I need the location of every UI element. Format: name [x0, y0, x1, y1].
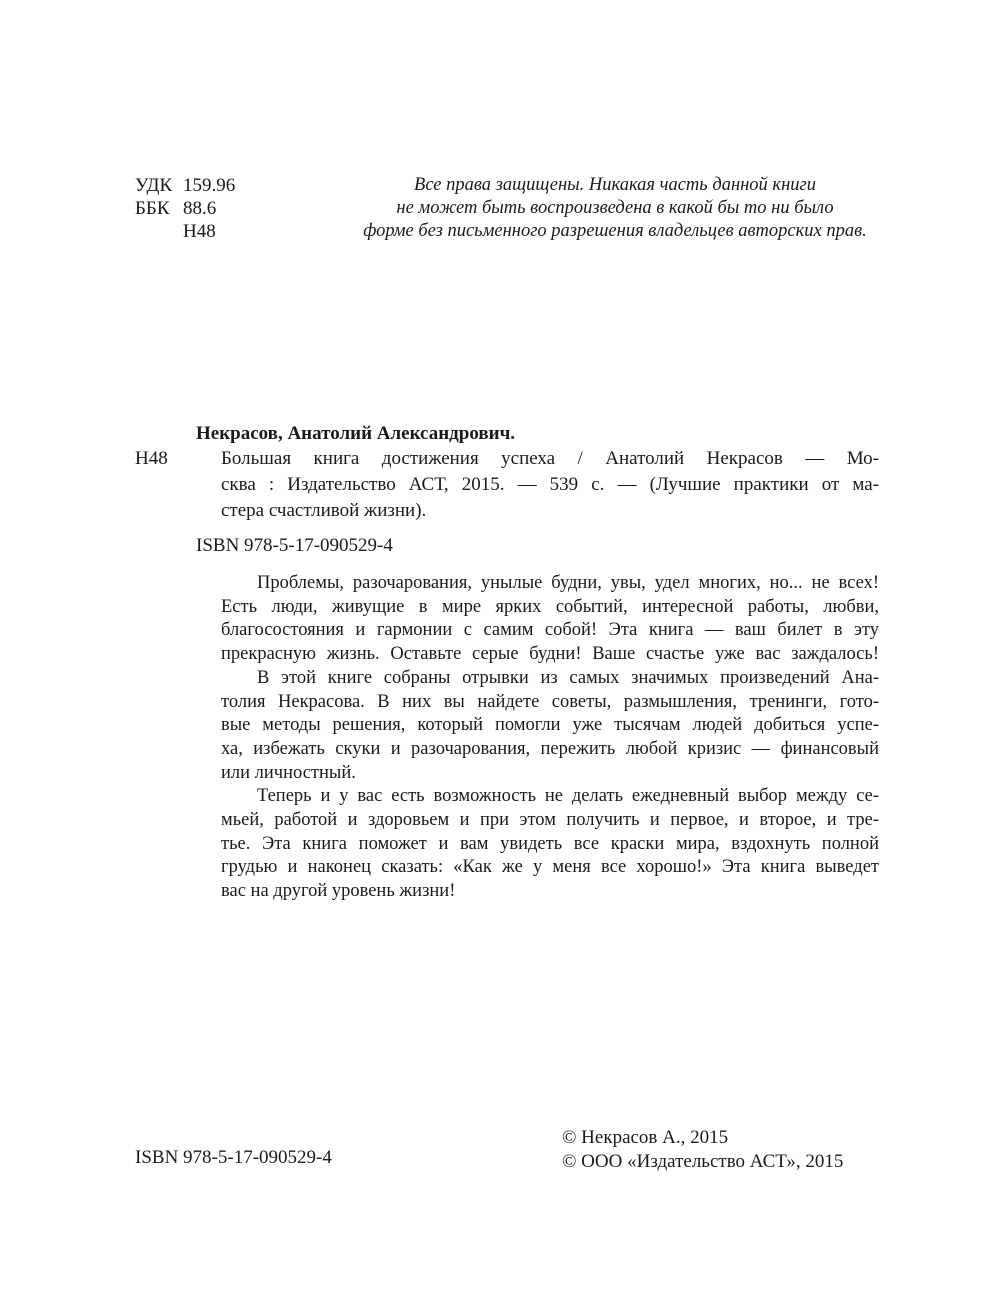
copyright-line: © Некрасов А., 2015	[562, 1127, 729, 1148]
copyright-block	[562, 1126, 843, 1174]
author-mark: Н48	[183, 221, 216, 242]
annotation-line: ха, избежать скуки и разочарования, пережить любой кризис — финансовый	[221, 738, 879, 759]
rights-line: не может быть воспроизведена в какой бы то ни было	[396, 198, 834, 218]
catalog-code: Н48	[135, 448, 168, 469]
catalog-isbn: ISBN 978-5-17-090529-4	[196, 535, 393, 556]
annotation-line: прекрасную жизнь. Оставьте серые будни! Ваше счастье уже вас заждалось!	[221, 644, 879, 665]
annotation-line: вас на другой уровень жизни!	[221, 881, 456, 902]
catalog-line: Большая книга достижения успеха / Анатолий Некрасов — Мо-	[221, 448, 879, 469]
footer-isbn: ISBN 978-5-17-090529-4	[135, 1147, 332, 1168]
catalog-description	[221, 446, 879, 524]
annotation-line: мьей, работой и здоровьем и при этом получить и первое, и второе, и тре-	[221, 810, 879, 831]
copyright-line: © ООО «Издательство АСТ», 2015	[562, 1151, 844, 1172]
bbk-label: ББК	[135, 198, 170, 219]
bbk-line	[135, 197, 216, 220]
annotation-line: благосостояния и гармонии с самим собой! Эта книга — ваш билет в эту	[221, 620, 879, 641]
bbk-value: 88.6	[183, 198, 217, 219]
annotation-line: толия Некрасова. В них вы найдете советы, размышления, тренинги, гото-	[221, 691, 879, 712]
rights-line: Все права защищены. Никакая часть данной книги	[414, 175, 816, 195]
annotation-line: тье. Эта книга поможет и вам увидеть все краски мира, вздохнуть полной	[221, 833, 879, 854]
annotation-line: Теперь и у вас есть возможность не делать ежедневный выбор между се-	[257, 786, 879, 807]
catalog-line: стера счастливой жизни).	[221, 500, 427, 521]
udk-line	[135, 174, 235, 197]
udk-label: УДК	[135, 175, 173, 196]
annotation-line: вые методы решения, который помогли уже тысячам людей добиться успе-	[221, 715, 879, 736]
author-heading: Некрасов, Анатолий Александрович.	[196, 423, 516, 444]
annotation-line: Есть люди, живущие в мире ярких событий, интересной работы, любви,	[221, 596, 879, 617]
rights-line: форме без письменного разрешения владельцев авторских прав.	[363, 221, 867, 241]
annotation-line: В этой книге собраны отрывки из самых значимых произведений Ана-	[257, 667, 879, 688]
annotation	[221, 572, 879, 904]
annotation-line: или личностный.	[221, 762, 356, 783]
annotation-line: Проблемы, разочарования, унылые будни, увы, удел многих, но... не всех!	[257, 573, 879, 593]
annotation-line: грудью и наконец сказать: «Как же у меня все хорошо!» Эта книга выведет	[221, 857, 879, 878]
catalog-line: сква : Издательство АСТ, 2015. — 539 с. — (Лучшие практики от ма-	[221, 474, 879, 495]
udk-value: 159.96	[183, 175, 236, 196]
rights-notice	[330, 174, 900, 243]
